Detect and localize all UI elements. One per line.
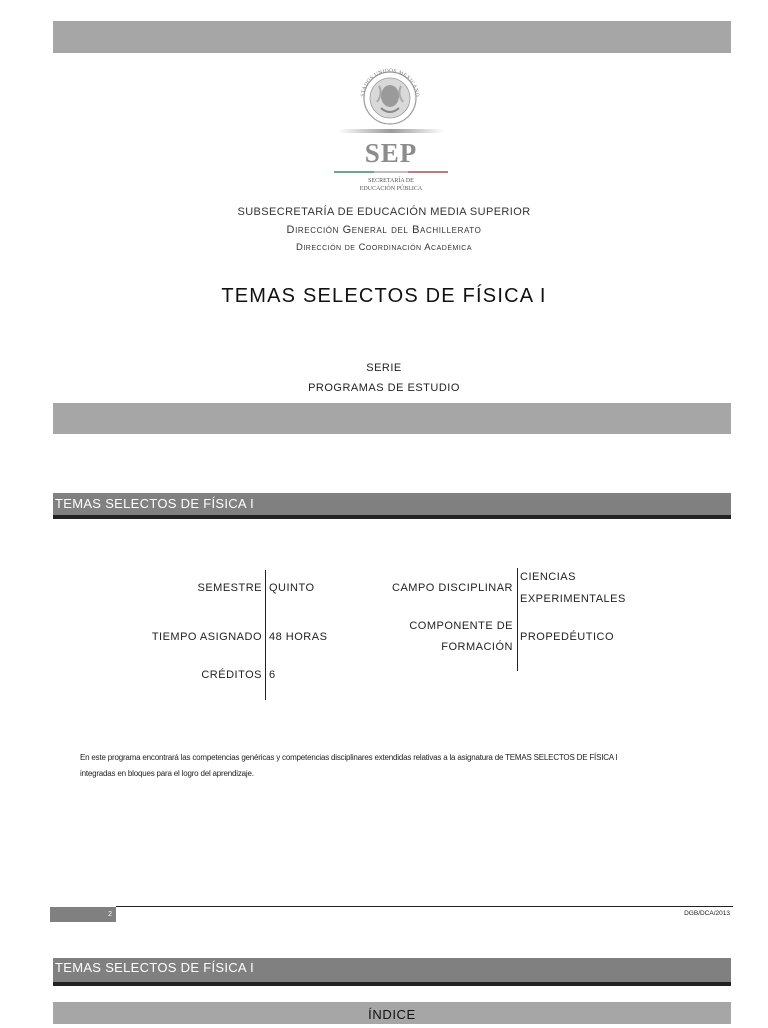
direccion-coordinacion-text: Dirección de Coordinación Académica xyxy=(295,242,473,253)
right-table-divider xyxy=(517,568,518,671)
campo-disciplinar-value-2: EXPERIMENTALES xyxy=(520,593,626,605)
cover-title: TEMAS SELECTOS DE FÍSICA I xyxy=(221,285,547,307)
index-title: ÍNDICE xyxy=(368,1007,416,1022)
logo-color-rule xyxy=(334,171,448,173)
logo-subtitle-2: EDUCACIÓN PÚBLICA xyxy=(359,186,423,192)
creditos-label: CRÉDITOS xyxy=(201,669,262,681)
tiempo-asignado-label: TIEMPO ASIGNADO xyxy=(151,631,262,643)
seal-text: STADOS UNIDOS MEXICANO xyxy=(359,67,421,98)
cover-bottom-bar xyxy=(53,403,731,434)
page-number-box xyxy=(50,907,116,922)
left-table-divider xyxy=(265,570,266,700)
footer-code: DGB/DCA/2013 xyxy=(684,910,730,917)
mexico-seal-icon xyxy=(355,64,425,126)
campo-disciplinar-value-1: CIENCIAS xyxy=(520,571,576,583)
page3-section-header xyxy=(53,958,731,982)
description-line-1: En este programa encontrará las competencias genéricas y competencias disciplinares extendidas relativas a la asignatura de TEMAS SELECTOS DE FÍSICA I xyxy=(80,753,618,762)
sep-logo: SEP xyxy=(364,138,418,168)
semestre-value: QUINTO xyxy=(269,582,315,594)
top-gray-bar xyxy=(53,21,731,53)
tiempo-asignado-value: 48 HORAS xyxy=(269,631,328,643)
componente-label-2: FORMACIÓN xyxy=(441,641,513,653)
index-title-bar xyxy=(53,1002,731,1024)
logo-subtitle-1: SECRETARÍA DE xyxy=(368,178,414,184)
footer-top-rule xyxy=(116,906,733,907)
subsecretaria-text: SUBSECRETARÍA DE EDUCACIÓN MEDIA SUPERIOR xyxy=(237,206,531,218)
componente-value: PROPEDÉUTICO xyxy=(520,631,615,643)
creditos-value: 6 xyxy=(269,669,276,681)
page2-header-rule xyxy=(53,515,731,519)
componente-label-1: COMPONENTE DE xyxy=(409,620,513,632)
seal-underline xyxy=(338,129,444,133)
semestre-label: SEMESTRE xyxy=(197,582,262,594)
description-line-2: integradas en bloques para el logro del aprendizaje. xyxy=(80,769,254,778)
campo-disciplinar-label: CAMPO DISCIPLINAR xyxy=(392,582,513,594)
page3-section-title: TEMAS SELECTOS DE FÍSICA I xyxy=(55,960,254,975)
page3-header-rule xyxy=(53,982,731,986)
serie-value: PROGRAMAS DE ESTUDIO xyxy=(308,382,460,394)
direccion-general-text: Dirección General del Bachillerato xyxy=(286,224,482,236)
page2-section-header xyxy=(53,493,731,515)
page2-section-title: TEMAS SELECTOS DE FÍSICA I xyxy=(55,496,254,511)
page-number: 2 xyxy=(108,911,112,918)
serie-label: SERIE xyxy=(366,362,402,374)
